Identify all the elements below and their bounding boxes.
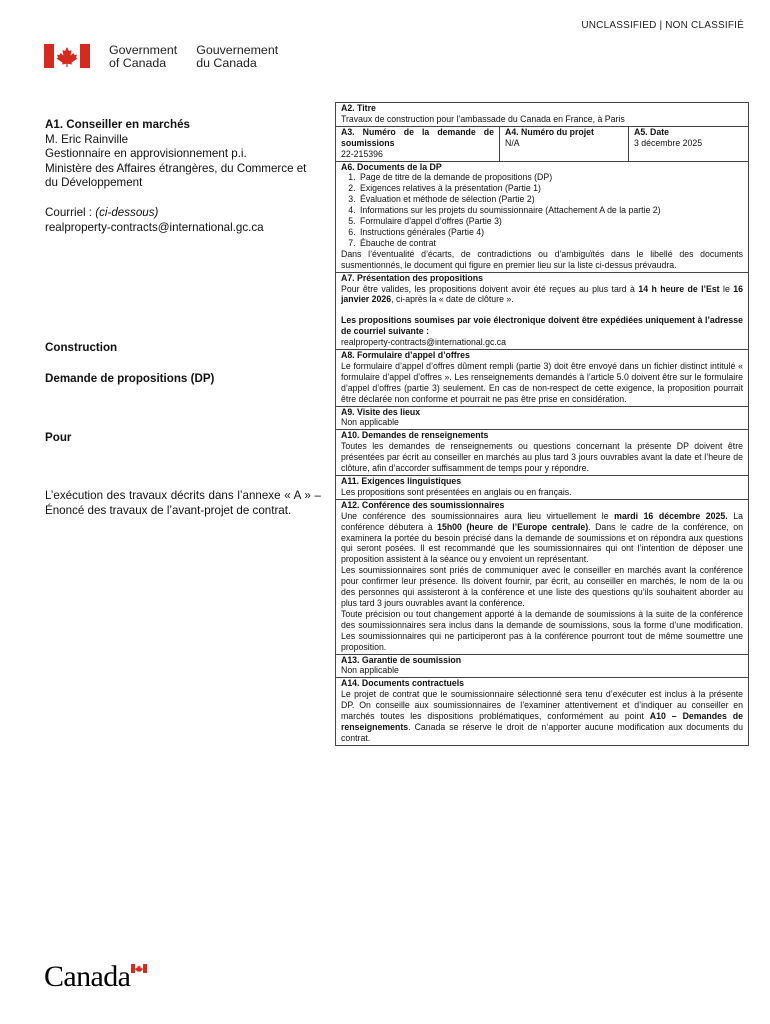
government-of-canada-signature (44, 44, 278, 70)
section-a8: A8. Formulaire d’appel d’offres Le formulaire d’appel d’offres dûment rempli (partie 3) doit être envoyé dans un fichier distinct intitulé « formulaire d’appel d’offres ». Les renseignements demandés à l’article 5.0 doivent être sur le formulaire d’appel d’offres (partie 3) seulement. En cas de non-respect de cette exigence, la proposition pourrait être déclarée non conforme et pourrait ne pas être prise en considération. (336, 350, 748, 407)
government-name-en: Government of Canada (109, 43, 178, 70)
rfp-heading: Demande de propositions (DP) (45, 372, 215, 385)
section-a3-a5-row (336, 127, 748, 162)
section-a6: A6. Documents de la DP 1. Page de titre de la demande de propositions (DP) 2. Exigences relatives à la présentation (Partie 1) 3. Évaluation et méthode de sélection (Partie 2) 4. Informations sur les projets du soumissionnaire (Attachement A de la partie 2) 5. Formulaire d’appel d’offres (Partie 3) 6. Instructions générales (Partie 4) 7. Ébauche de contrat Dans l’éventualité d’écarts, de contradictions ou d’ambiguïtés dans le libellé des documents susmentionnés, le document qui figure en premier lieu sur la liste ci-dessus prévaudra. (336, 162, 748, 273)
section-a13: A13. Garantie de soumission Non applicable (336, 655, 748, 679)
wordmark-flag-icon (131, 964, 147, 973)
section-a7: A7. Présentation des propositions Pour être valides, les propositions doivent avoir été reçues au plus tard à 14 h heure de l’Est le 16 janvier 2026, ci-après la « date de clôture ». Les propositions soumises par voie électronique doivent être expédiées uniquement à l’adresse de courriel suivante : realproperty-contracts@international.gc.ca (336, 273, 748, 350)
section-a4: A4. Numéro du projet N/A (500, 127, 629, 161)
section-a12: A12. Conférence des soumissionnaires Une conférence des soumissionnaires aura lieu virtuellement le mardi 16 décembre 2025. La conférence débutera à 15h00 (heure de l’Europe centrale). Dans le cadre de la conférence, on examinera la portée du besoin précisé dans la demande de soumissions et on répondra aux questions qui seront posées. Il est recommandé que les soumissionnaires qui ont l’intention de déposer une proposition assistent à la séance ou y envoient un représentant. Les soumissionnaires sont priés de communiquer avec le conseiller en marchés avant la conférence pour confirmer leur présence. Ils doivent fournir, par écrit, au conseiller en marchés, le nom de la ou des personnes qui assisteront à la conférence et une liste des questions qu’ils souhaitent aborder au plus tard 3 jours ouvrables avant la conférence. Toute précision ou tout changement apporté à la demande de soumissions à la suite de la conférence des soumissionnaires sera inclus dans la demande de soumissions, sous la forme d’une modification. Les soumissionnaires qui ne participeront pas à la conférence pourront tout de même soumettre une proposition. (336, 500, 748, 655)
construction-heading: Construction (45, 341, 118, 354)
execution-description: L’exécution des travaux décrits dans l’annexe « A » – Énoncé des travaux de l’avant-projet de contrat. (45, 489, 321, 517)
a1-heading: A1. Conseiller en marchés (45, 118, 190, 131)
pour-heading: Pour (45, 431, 72, 444)
contact-department: Ministère des Affaires étrangères, du Commerce et du Développement (45, 161, 307, 190)
canada-flag-icon (44, 44, 90, 68)
section-a2: A2. Titre Travaux de construction pour l’ambassade du Canada en France, à Paris (336, 103, 748, 127)
canada-wordmark-text: Canada (44, 960, 131, 993)
canada-wordmark (44, 962, 147, 992)
section-a9: A9. Visite des lieux Non applicable (336, 407, 748, 431)
government-name-fr: Gouvernement du Canada (196, 43, 279, 70)
section-a11: A11. Exigences linguistiques Les propositions sont présentées en anglais ou en français. (336, 476, 748, 500)
section-a3: A3. Numéro de la demande de soumissions 22-215396 (336, 127, 500, 161)
list-item: 7. Ébauche de contrat (358, 238, 743, 249)
contact-name: M. Eric Rainville (45, 132, 129, 146)
contact-email-link[interactable]: realproperty-contracts@international.gc.ca (45, 220, 264, 234)
section-a5: A5. Date 3 décembre 2025 (634, 126, 703, 148)
list-item: 2. Exigences relatives à la présentation (Partie 1) (358, 183, 743, 194)
submission-email-link[interactable]: realproperty-contracts@international.gc.ca (341, 337, 507, 348)
list-item: 6. Instructions générales (Partie 4) (358, 227, 743, 238)
section-a14: A14. Documents contractuels Le projet de contrat que le soumissionnaire sélectionné sera tenu d’exécuter est inclus à la présente DP. On conseille aux soumissionnaires de l’examiner attentivement et d’indiquer au conseiller en marchés toutes les dispositions problématiques, conformément au point A10 – Demandes de renseignements. Canada se réserve le droit de n’apporter aucune modification aux documents du contrat. (341, 678, 743, 743)
contact-role: Gestionnaire en approvisionnement p.i. (45, 147, 247, 161)
list-item: 3. Évaluation et méthode de sélection (Partie 2) (358, 194, 743, 205)
list-item: 4. Informations sur les projets du soumissionnaire (Attachement A de la partie 2) (358, 205, 743, 216)
email-line: Courriel : (ci-dessous) (45, 205, 159, 219)
list-item: 1. Page de titre de la demande de propositions (DP) (358, 172, 743, 183)
rfp-details-panel (335, 102, 749, 746)
section-a10: A10. Demandes de renseignements Toutes les demandes de renseignements ou questions concernant la présente DP doivent être présentées par écrit au conseiller en marchés au plus tard 3 jours ouvrables avant la date et l’heure de clôture, afin d’accorder suffisamment de temps pour y répondre. (336, 430, 748, 476)
contracting-officer-block (45, 118, 321, 235)
classification-label: UNCLASSIFIED | NON CLASSIFIÉ (581, 20, 744, 31)
list-item: 5. Formulaire d’appel d’offres (Partie 3) (358, 216, 743, 227)
rfp-documents-list (341, 172, 743, 248)
